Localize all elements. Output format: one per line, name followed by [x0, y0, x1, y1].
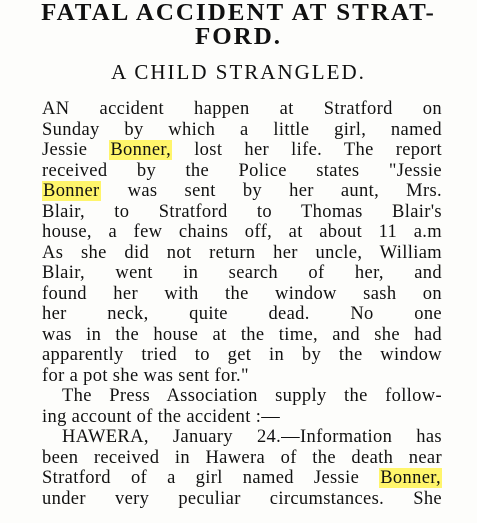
- article-line: As she did not return her uncle, William: [42, 242, 442, 263]
- text-fragment: Jessie: [42, 140, 88, 160]
- article-line: Blair, to Stratford to Thomas Blair's: [42, 201, 442, 222]
- article-line: received by the Police states "Jessie: [42, 160, 442, 181]
- article-line: under very peculiar circumstances. She: [42, 488, 442, 509]
- article-line: apparently tried to get in by the window: [42, 345, 442, 365]
- article-line: [42, 427, 442, 448]
- article-line: for a pot she was sent for.": [42, 365, 249, 386]
- article-line: [42, 140, 442, 161]
- article-line: The Press Association supply the follow-: [62, 386, 442, 406]
- dateline-place: HAWERA: [62, 427, 144, 447]
- article-line: been received in Hawera of the death near: [42, 447, 442, 468]
- article-line: AN accident happen at Stratford on: [42, 99, 442, 119]
- article-line: [42, 181, 442, 202]
- article-line: ing account of the accident :—: [42, 406, 281, 427]
- headline-line-1: FATAL ACCIDENT AT STRAT-: [41, 0, 436, 26]
- article-line: Blair, went in search of her, and: [42, 263, 442, 283]
- highlighted-name: Bonner,: [380, 468, 442, 488]
- text-fragment: lost her life. The report: [194, 140, 442, 160]
- highlighted-name: Bonner,: [110, 140, 172, 160]
- article-line: [42, 468, 442, 489]
- highlighted-name: Bonner: [43, 181, 100, 201]
- text-fragment: was sent by her aunt, Mrs.: [127, 181, 442, 201]
- article-line: was in the house at the time, and she had: [42, 324, 442, 345]
- subheadline: A CHILD STRANGLED.: [111, 60, 366, 84]
- article-body: [42, 99, 442, 509]
- headline-line-2: FORD.: [194, 23, 283, 50]
- article-line: house, a few chains off, at about 11 a.m: [42, 222, 442, 242]
- article-line: Sunday by which a little girl, named: [42, 119, 442, 140]
- article-line: her neck, quite dead. No one: [42, 304, 442, 324]
- text-fragment: , January 24.—Information has: [143, 427, 442, 447]
- article-line: found her with the window sash on: [42, 283, 442, 304]
- text-fragment: Stratford of a girl named Jessie: [42, 468, 360, 488]
